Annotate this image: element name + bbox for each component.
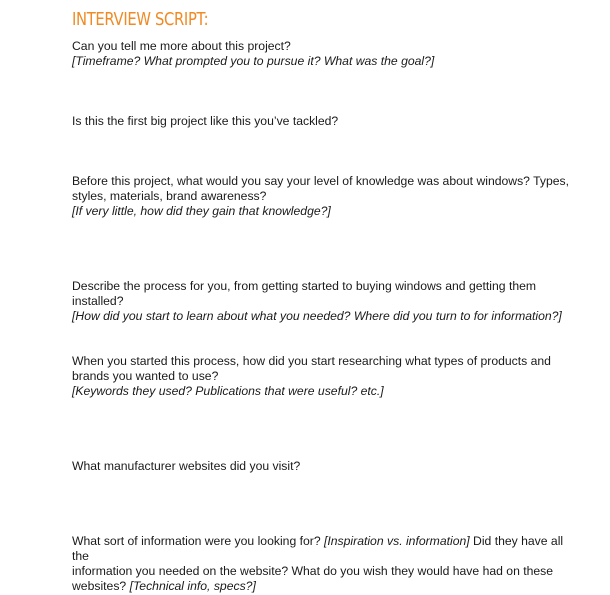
question-5	[72, 354, 572, 399]
question-text-line-1	[72, 534, 572, 564]
question-text-line-1: Before this project, what would you say your level of knowledge was about windows? Types,	[72, 174, 570, 188]
question-text: Describe the process for you, from getting started to buying windows and getting them installed?	[72, 279, 537, 308]
question-text: Is this the first big project like this you’ve tackled?	[72, 114, 339, 128]
question-text-line-1: When you started this process, how did you start researching what types of products and	[72, 354, 551, 368]
question-text-line-3	[72, 579, 572, 594]
question-note: [If very little, how did they gain that knowledge?]	[72, 204, 331, 218]
question-text: What manufacturer websites did you visit?	[72, 459, 301, 473]
question-7	[72, 534, 572, 594]
question-text-line-2: styles, materials, brand awareness?	[72, 189, 267, 203]
question-text: Can you tell me more about this project?	[72, 39, 291, 53]
question-text-part-3: websites?	[72, 579, 130, 593]
question-note-2: [Technical info, specs?]	[129, 579, 256, 593]
question-4	[72, 279, 572, 324]
question-text-part-2: Did they have all the	[72, 534, 564, 563]
question-2	[72, 114, 572, 129]
question-note-1: [Inspiration vs. information]	[324, 534, 470, 548]
question-text-line-2: information you needed on the website? What do you wish they would have had on these	[72, 564, 554, 578]
question-1	[72, 39, 572, 69]
question-note: [Keywords they used? Publications that were useful? etc.]	[72, 384, 384, 398]
question-text-part-1: What sort of information were you looking for?	[72, 534, 324, 548]
question-note: [How did you start to learn about what you needed? Where did you turn to for information?]	[72, 309, 562, 323]
question-text-line-2: brands you wanted to use?	[72, 369, 219, 383]
question-6	[72, 459, 572, 474]
question-3	[72, 174, 572, 219]
question-note: [Timeframe? What prompted you to pursue it? What was the goal?]	[72, 54, 435, 68]
page-title: INTERVIEW SCRIPT:	[72, 9, 209, 30]
